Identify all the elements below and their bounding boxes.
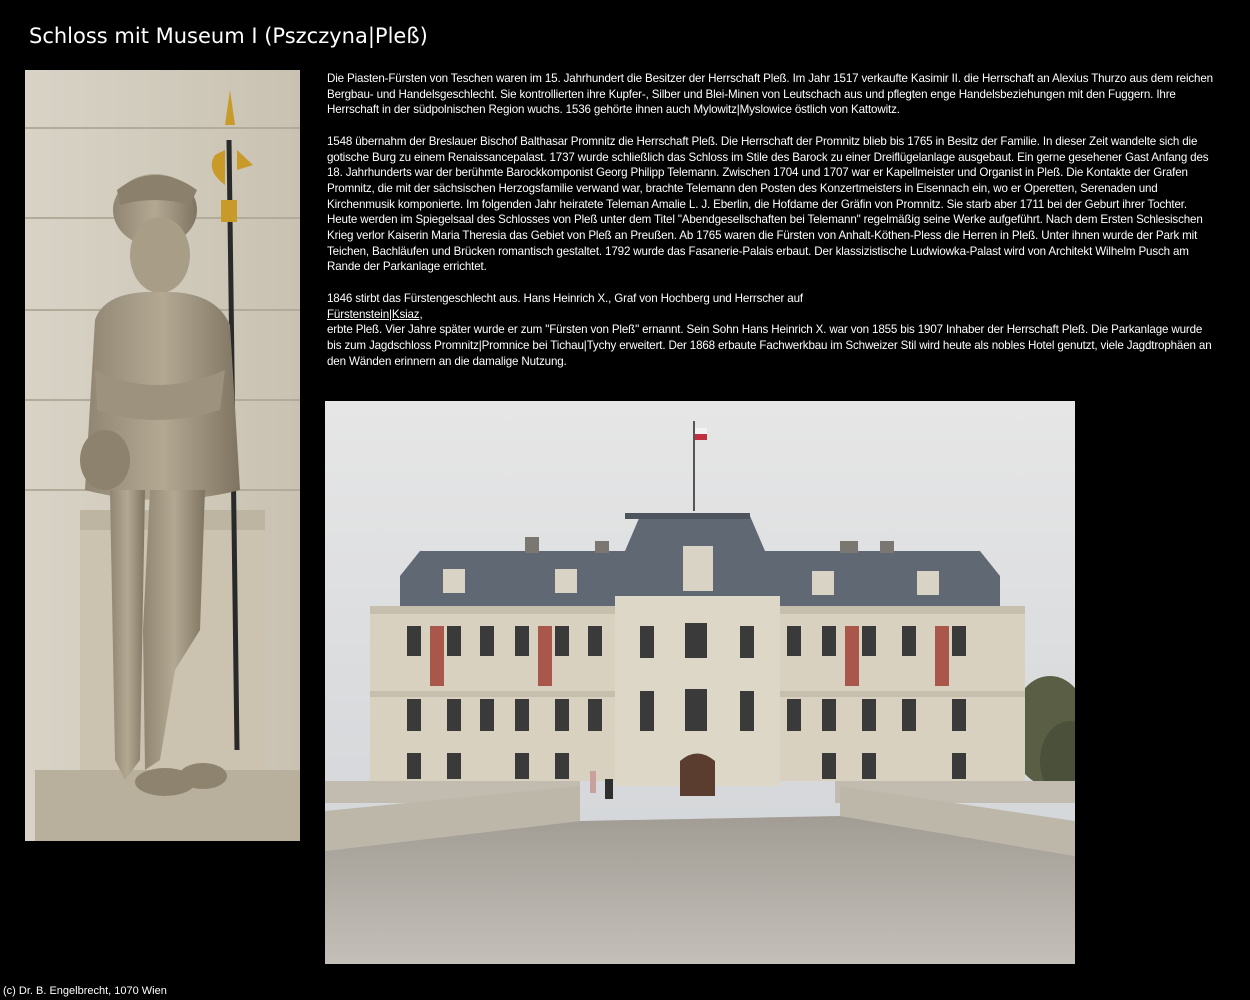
- castle-photo[interactable]: [325, 401, 1075, 964]
- statue-photo[interactable]: [25, 70, 300, 841]
- fuerstenstein-link[interactable]: Fürstenstein|Ksiaz,: [327, 307, 423, 321]
- article-paragraph-3-end: erbte Pleß. Vier Jahre später wurde er zum "Fürsten von Pleß" ernannt. Sein Sohn Hans Heinrich X. war von 1855 bis 1907 Inhaber der Herrschaft Pleß. Die Parkanlage wurde bis zum Jagdschloss Promnitz|Promnice bei Tichau|Tychy erweitert. Der 1868 erbaute Fachwerkbau im Schweizer Stil wird heute als nobles Hotel genutzt, viele Jagdtrophäen an den Wänden erinnern an die damalige Nutzung.: [327, 323, 1212, 368]
- article-text: [327, 71, 1217, 385]
- copyright-footer: (c) Dr. B. Engelbrecht, 1070 Wien: [3, 985, 167, 997]
- article-paragraph-3: [327, 291, 1217, 370]
- article-paragraph-3-start: 1846 stirbt das Fürstengeschlecht aus. Hans Heinrich X., Graf von Hochberg und Herrscher auf: [327, 291, 803, 305]
- statue-illustration: [25, 70, 300, 841]
- article-paragraph-1: Die Piasten-Fürsten von Teschen waren im 15. Jahrhundert die Besitzer der Herrschaft Pleß. Im Jahr 1517 verkaufte Kasimir II. die Herrschaft an Alexius Thurzo aus dem reichen Bergbau- und Handelsgeschlecht. Sie kontrollierten ihre Kupfer-, Silber und Blei-Minen von Leutschach aus und pflegten enge Handelsbeziehungen mit den Fuggern. Ihre Herrschaft in der südpolnischen Region wuchs. 1536 gehörte ihnen auch Mylowitz|Myslowice östlich von Kattowitz.: [327, 72, 1213, 117]
- article-paragraph-2: 1548 übernahm der Breslauer Bischof Balthasar Promnitz die Herrschaft Pleß. Die Herrschaft der Promnitz blieb bis 1765 in Besitz der Familie. In dieser Zeit wandelte sich die gotische Burg zu einem Renaissancepalast. 1737 wurde schließlich das Schloss im Stile des Barock zu einer Dreiflügelanlage ausgebaut. Ein gerne gesehener Gast Anfang des 18. Jahrhunderts war der berühmte Barockkomponist Georg Philipp Telemann. Zwischen 1704 und 1707 war er Kapellmeister und Organist in Pleß. Die Kontakte der Grafen Promnitz, die mit der sächsischen Herzogsfamilie verwand war, brachte Telemann den Posten des Konzertmeisters in Eisennach ein, wo er Operetten, Serenaden und Kirchenmusik komponierte. Im folgenden Jahr heiratete Teleman Amalie L. J. Eberlin, die Hofdame der Gräfin von Promnitz. Sie starb aber 1711 bei der Geburt ihrer Tochter. Heute werden im Spiegelsaal des Schlosses von Pleß unter dem Titel "Abendgesellschaften bei Telemann" regelmäßig seine Werke aufgeführt. Nach dem Ersten Schlesischen Krieg verlor Kaiserin Maria Theresia das Gebiet von Pleß an Preußen. Ab 1765 waren die Fürsten von Anhalt-Köthen-Pless die Herren in Pleß. Unter ihnen wurde der Park mit Teichen, Bachläufen und Brücken romantisch gestaltet. 1792 wurde das Fasanerie-Palais erbaut. Der klassizistische Ludwiowka-Palast wird von Architekt Wilhelm Pusch am Rande der Parkanlage errichtet.: [327, 134, 1209, 274]
- castle-illustration: [325, 401, 1075, 964]
- page-title: Schloss mit Museum I (Pszczyna|Pleß): [29, 24, 428, 48]
